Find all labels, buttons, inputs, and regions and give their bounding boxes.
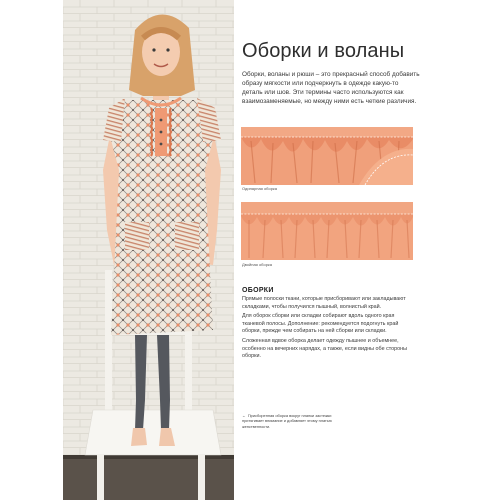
intro-paragraph: Оборки, воланы и рюши – это прекрасный способ добавить образу мягкости или подчеркнуть в одежде какую-то деталь или шов. Эти термины часто используются как взаимозаменяемые, но между ними есть четкие различия. — [242, 71, 420, 105]
photo-caption — [242, 413, 332, 429]
section-paragraph-3: Сложенная вдвое оборка делает одежду пышнее и объемнее, особенно на вечерних нарядах, а также, если видны обе стороны оборки. — [242, 338, 408, 360]
double-ruffle-photo — [241, 202, 413, 260]
figure-caption-single: Одинарная оборка — [242, 186, 277, 191]
figure-caption-double: Двойная оборка — [242, 262, 272, 267]
section-paragraph-1: Прямые полоски ткани, которые присборивают или закладывают складками, чтобы получился пышный, волнистый край. — [242, 296, 406, 310]
single-ruffle-photo — [241, 127, 413, 185]
section-paragraph-2: Для оборок сборки или складки собирают вдоль одного края тканевой полосы. Дополнение: рекомендуется подогнуть край оборки, прежде чем собирать на ней сборки или складки. — [242, 313, 399, 335]
photo-caption-text: Присборенная оборка вокруг планки застежки притягивает внимание и добавляет этому платью женственности. — [242, 413, 332, 429]
section-heading: ОБОРКИ — [242, 287, 274, 294]
page-title: Оборки и воланы — [242, 40, 405, 62]
arrow-left-icon: ← — [242, 413, 246, 418]
girl-dress-photo — [63, 0, 234, 500]
